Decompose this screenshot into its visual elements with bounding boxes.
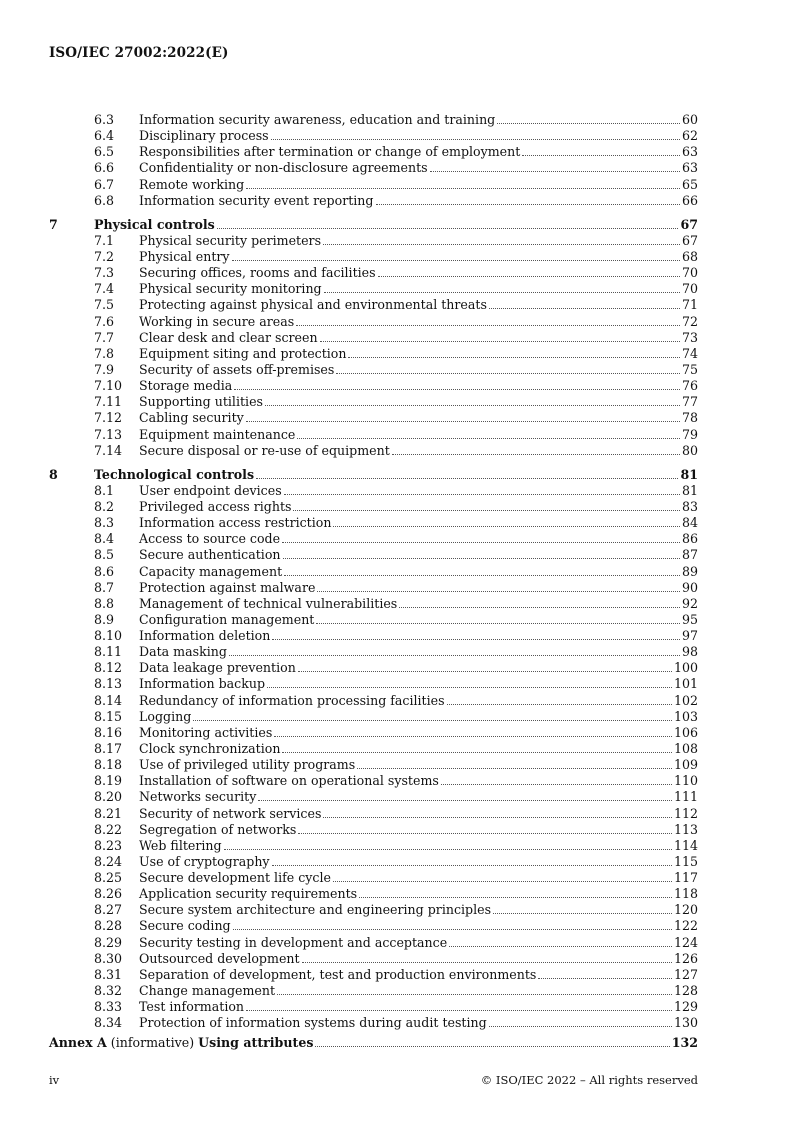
dot-leader: [246, 411, 680, 422]
toc-entry[interactable]: [0, 967, 793, 983]
toc-entry[interactable]: [0, 741, 793, 757]
page-footer: [49, 1073, 698, 1087]
toc-annex-entry[interactable]: [0, 1035, 793, 1051]
toc-entry-page: 106: [673, 724, 698, 740]
toc-entry-title: Information access restriction: [139, 515, 332, 531]
toc-entry[interactable]: [0, 951, 793, 967]
toc-entry-page: 72: [681, 313, 698, 329]
toc-entry-title: Responsibilities after termination or change of employment: [139, 144, 521, 160]
annex-label: Annex A: [49, 1035, 107, 1051]
dot-leader: [282, 742, 672, 753]
toc-entry[interactable]: [0, 628, 793, 644]
footer-page-number: iv: [49, 1073, 60, 1087]
dot-leader: [348, 347, 679, 358]
toc-entry-title: Disciplinary process: [139, 128, 269, 144]
toc-entry[interactable]: [0, 822, 793, 838]
dot-leader: [284, 565, 680, 576]
toc-entry-number: 8.27: [94, 902, 123, 918]
dot-leader: [497, 113, 680, 124]
dot-leader: [320, 331, 680, 342]
toc-entry-page: 128: [673, 982, 698, 998]
toc-entry-page: 83: [681, 499, 698, 514]
toc-entry-page: 109: [673, 757, 698, 773]
dot-leader: [317, 581, 680, 592]
toc-entry-number: 7: [49, 216, 58, 232]
toc-entry-number: 6.4: [94, 128, 115, 144]
toc-entry-page: 120: [673, 902, 698, 918]
toc-entry[interactable]: [0, 693, 793, 709]
toc-entry-page: 98: [681, 644, 698, 660]
dot-leader: [229, 645, 680, 656]
dot-leader: [357, 758, 672, 769]
toc-entry[interactable]: [0, 177, 793, 193]
dot-leader: [333, 516, 680, 527]
toc-entry-number: 8.10: [94, 628, 123, 643]
toc-entry-page: 76: [681, 378, 698, 394]
dot-leader: [399, 597, 680, 608]
dot-leader: [316, 613, 680, 624]
toc-entry[interactable]: [0, 193, 793, 209]
toc-entry[interactable]: [0, 547, 793, 563]
toc-entry-title: Outsourced development: [139, 950, 300, 966]
toc-entry-title: Web filtering: [139, 837, 222, 853]
toc-entry-number: 6.8: [94, 192, 115, 208]
toc-entry-title: Physical security monitoring: [139, 281, 322, 297]
toc-entry-title: Security of assets off-premises: [139, 361, 335, 377]
toc-entry-page: 108: [673, 740, 698, 756]
toc-entry-number: 6.5: [94, 144, 115, 160]
toc-entry-title: Secure authentication: [139, 547, 281, 563]
dot-leader: [522, 145, 680, 156]
toc-entry-page: 71: [681, 297, 698, 313]
toc-entry-page: 124: [673, 934, 698, 950]
toc-entry[interactable]: [0, 499, 793, 515]
dot-leader: [246, 178, 680, 189]
toc-entry-number: 8.13: [94, 676, 123, 692]
toc-entry-title: Change management: [139, 982, 276, 998]
dot-leader: [430, 161, 680, 172]
dot-leader: [298, 823, 672, 834]
toc-entry-title: Logging: [139, 708, 192, 724]
toc-entry-title: Physical controls: [94, 216, 215, 232]
annex-title: Using attributes: [198, 1035, 314, 1051]
toc-entry-title: Confidentiality or non-disclosure agreements: [139, 160, 428, 176]
toc-entry[interactable]: [0, 935, 793, 951]
toc-entry-page: 127: [673, 966, 698, 982]
dot-leader: [359, 887, 672, 898]
toc-entry[interactable]: [0, 709, 793, 725]
toc-entry-title: User endpoint devices: [139, 482, 282, 498]
toc-entry-title: Access to source code: [139, 531, 281, 547]
dot-leader: [447, 694, 672, 705]
toc-entry-page: 84: [681, 515, 698, 531]
toc-entry-page: 90: [681, 579, 698, 595]
toc-entry-number: 8.2: [94, 499, 115, 514]
toc-entry-number: 8.17: [94, 740, 123, 756]
toc-entry-page: 87: [681, 547, 698, 563]
dot-leader: [233, 919, 672, 930]
toc-entry-title: Information deletion: [139, 628, 271, 643]
dot-leader: [256, 468, 678, 479]
toc-entry-page: 118: [673, 886, 698, 902]
toc-entry-page: 68: [681, 249, 698, 264]
toc-entry-number: 7.13: [94, 426, 123, 442]
toc-entry-title: Physical security perimeters: [139, 232, 322, 248]
dot-leader: [272, 855, 672, 866]
toc-entry-number: 8.26: [94, 886, 123, 902]
toc-entry-title: Storage media: [139, 378, 233, 394]
toc-entry-number: 8.20: [94, 789, 123, 805]
toc-section-heading[interactable]: [0, 467, 793, 483]
toc-entry-number: 8.28: [94, 918, 123, 934]
toc-entry-title: Management of technical vulnerabilities: [139, 595, 398, 611]
toc-entry[interactable]: [0, 483, 793, 499]
toc-entry[interactable]: [0, 612, 793, 628]
toc-entry[interactable]: [0, 233, 793, 249]
toc-entry-page: 70: [681, 281, 698, 297]
toc-entry-title: Use of privileged utility programs: [139, 757, 356, 773]
toc-entry-page: 117: [673, 870, 698, 885]
toc-entry-title: Configuration management: [139, 611, 315, 627]
toc-entry-title: Equipment maintenance: [139, 426, 296, 442]
toc-entry[interactable]: [0, 854, 793, 870]
toc-entry-page: 130: [673, 1015, 698, 1031]
toc-entry[interactable]: [0, 297, 793, 313]
toc-entry-number: 7.3: [94, 265, 115, 281]
toc-entry-page: 80: [681, 442, 698, 458]
toc-entry-title: Supporting utilities: [139, 394, 263, 410]
toc-entry[interactable]: [0, 918, 793, 934]
toc-entry-page: 67: [681, 232, 698, 248]
toc-entry-title: Clock synchronization: [139, 740, 281, 756]
toc-entry-number: 8.15: [94, 708, 123, 724]
toc-entry-page: 100: [673, 660, 698, 676]
toc-entry[interactable]: [0, 160, 793, 176]
toc-entry-title: Secure disposal or re-use of equipment: [139, 442, 390, 458]
toc-entry-number: 6.3: [94, 112, 115, 127]
dot-leader: [493, 903, 672, 914]
toc-entry-title: Information security awareness, education and training: [139, 112, 496, 127]
toc-entry-number: 8.1: [94, 482, 115, 498]
toc-entry[interactable]: [0, 515, 793, 531]
dot-leader: [333, 871, 672, 882]
dot-leader: [193, 710, 672, 721]
toc-entry-number: 8.34: [94, 1015, 123, 1031]
dot-leader: [217, 218, 679, 229]
toc-entry-page: 95: [681, 611, 698, 627]
toc-entry-number: 8.32: [94, 982, 123, 998]
toc-entry-title: Remote working: [139, 176, 245, 192]
toc-entry-title: Secure development life cycle: [139, 870, 331, 885]
toc-entry-number: 7.11: [94, 394, 123, 410]
toc-entry[interactable]: [0, 265, 793, 281]
toc-entry-number: 8.7: [94, 579, 115, 595]
toc-entry-number: 8.29: [94, 934, 123, 950]
toc-entry-number: 7.2: [94, 249, 115, 264]
dot-leader: [441, 774, 672, 785]
dot-leader: [265, 395, 680, 406]
toc-entry-number: 8.31: [94, 966, 123, 982]
toc-section-heading[interactable]: [0, 217, 793, 233]
toc-entry[interactable]: [0, 346, 793, 362]
dot-leader: [297, 428, 680, 439]
toc-entry-page: 102: [673, 692, 698, 708]
dot-leader: [324, 282, 680, 293]
toc-entry-number: 6.6: [94, 160, 115, 176]
toc-entry[interactable]: [0, 443, 793, 459]
dot-leader: [284, 484, 680, 495]
toc-entry-title: Data masking: [139, 644, 227, 660]
toc-entry-page: 81: [680, 466, 698, 482]
toc-entry-title: Protection against malware: [139, 579, 316, 595]
toc-entry[interactable]: [0, 531, 793, 547]
toc-entry[interactable]: [0, 1015, 793, 1031]
document-header: ISO/IEC 27002:2022(E): [49, 45, 229, 61]
toc-entry[interactable]: [0, 983, 793, 999]
dot-leader: [234, 379, 680, 390]
toc-entry-number: 8.22: [94, 821, 123, 837]
toc-entry-number: 8.3: [94, 515, 115, 531]
toc-entry-page: 66: [681, 192, 698, 208]
toc-entry-page: 103: [673, 708, 698, 724]
annex-note: (informative): [110, 1035, 195, 1051]
toc-entry[interactable]: [0, 806, 793, 822]
toc-entry-number: 8.6: [94, 563, 115, 579]
toc-entry-number: 7.1: [94, 232, 115, 248]
toc-entry-number: 8.16: [94, 724, 123, 740]
toc-entry-number: 8.30: [94, 950, 123, 966]
dot-leader: [272, 629, 680, 640]
toc-entry-title: Installation of software on operational systems: [139, 773, 439, 789]
toc-entry-title: Security of network services: [139, 805, 322, 821]
dot-leader: [323, 807, 672, 818]
toc-entry-title: Privileged access rights: [139, 499, 292, 514]
toc-entry-page: 112: [673, 805, 698, 821]
dot-leader: [282, 532, 680, 543]
toc-entry-title: Securing offices, rooms and facilities: [139, 265, 376, 281]
toc-entry-number: 8.5: [94, 547, 115, 563]
footer-copyright: © ISO/IEC 2022 – All rights reserved: [480, 1073, 698, 1087]
toc-entry[interactable]: [0, 564, 793, 580]
toc-entry-title: Test information: [139, 999, 245, 1014]
toc-entry[interactable]: [0, 330, 793, 346]
toc-entry-page: 67: [680, 216, 698, 232]
toc-entry-number: 7.8: [94, 345, 115, 361]
dot-leader: [232, 250, 680, 261]
toc-entry-title: Information security event reporting: [139, 192, 374, 208]
toc-entry-number: 7.10: [94, 378, 123, 394]
toc-entry-number: 8.8: [94, 595, 115, 611]
dot-leader: [489, 1016, 672, 1027]
dot-leader: [258, 790, 672, 801]
toc-entry-page: 60: [681, 112, 698, 127]
toc-entry[interactable]: [0, 281, 793, 297]
toc-entry-page: 122: [673, 918, 698, 934]
toc-entry[interactable]: [0, 660, 793, 676]
toc-entry-number: 7.14: [94, 442, 123, 458]
toc-entry[interactable]: [0, 870, 793, 886]
toc-entry-page: 111: [673, 789, 698, 805]
toc-entry-number: 8.14: [94, 692, 123, 708]
dot-leader: [293, 500, 680, 511]
toc-entry-number: 8.9: [94, 611, 115, 627]
toc-entry[interactable]: [0, 773, 793, 789]
toc-entry-title: Information backup: [139, 676, 266, 692]
dot-leader: [302, 952, 672, 963]
dot-leader: [449, 936, 672, 947]
toc-entry-page: 62: [681, 128, 698, 144]
toc-entry-page: 126: [673, 950, 698, 966]
toc-entry-page: 63: [681, 160, 698, 176]
toc-entry-number: 8.4: [94, 531, 115, 547]
toc-entry-title: Secure system architecture and engineering principles: [139, 902, 492, 918]
toc-entry[interactable]: [0, 128, 793, 144]
dot-leader: [315, 1036, 669, 1047]
toc-entry-title: Networks security: [139, 789, 257, 805]
toc-entry-page: 65: [681, 176, 698, 192]
toc-entry[interactable]: [0, 902, 793, 918]
toc-entry[interactable]: [0, 757, 793, 773]
toc-entry-number: 8.19: [94, 773, 123, 789]
toc-entry-title: Working in secure areas: [139, 313, 295, 329]
toc-entry-page: 74: [681, 345, 698, 361]
toc-entry-page: 97: [681, 628, 698, 643]
toc-entry-title: Protection of information systems during audit testing: [139, 1015, 487, 1031]
annex-page: 132: [671, 1035, 698, 1051]
toc-entry-page: 77: [681, 394, 698, 410]
toc-entry-page: 73: [681, 329, 698, 345]
toc-entry-number: 7.6: [94, 313, 115, 329]
toc-entry[interactable]: [0, 394, 793, 410]
toc-entry-page: 81: [681, 482, 698, 498]
toc-entry-number: 8: [49, 466, 58, 482]
dot-leader: [246, 1000, 672, 1011]
dot-leader: [392, 444, 680, 455]
toc-entry-number: 7.12: [94, 410, 123, 426]
toc-entry[interactable]: [0, 725, 793, 741]
dot-leader: [224, 839, 672, 850]
toc-entry[interactable]: [0, 378, 793, 394]
toc-entry-title: Security testing in development and acceptance: [139, 934, 448, 950]
dot-leader: [296, 315, 680, 326]
toc-entry-page: 86: [681, 531, 698, 547]
toc-entry-number: 7.4: [94, 281, 115, 297]
toc-entry-title: Use of cryptography: [139, 853, 270, 869]
toc-entry[interactable]: [0, 362, 793, 378]
toc-entry-title: Application security requirements: [139, 886, 358, 902]
toc-entry[interactable]: [0, 112, 793, 128]
toc-entry-title: Technological controls: [94, 466, 255, 482]
toc-entry[interactable]: [0, 410, 793, 426]
toc-entry-page: 75: [681, 361, 698, 377]
toc-entry[interactable]: [0, 314, 793, 330]
toc-entry[interactable]: [0, 789, 793, 805]
toc-entry-title: Physical entry: [139, 249, 230, 264]
toc-entry[interactable]: [0, 644, 793, 660]
toc-entry-page: 113: [673, 821, 698, 837]
toc-entry-title: Equipment siting and protection: [139, 345, 347, 361]
dot-leader: [336, 363, 680, 374]
toc-entry-number: 8.25: [94, 870, 123, 885]
toc-entry-page: 129: [673, 999, 698, 1014]
toc-entry-page: 79: [681, 426, 698, 442]
toc-entry-number: 8.18: [94, 757, 123, 773]
toc-entry-page: 115: [673, 853, 698, 869]
toc-entry-number: 6.7: [94, 176, 115, 192]
toc-entry-number: 8.33: [94, 999, 123, 1014]
toc-entry-number: 8.23: [94, 837, 123, 853]
toc-entry-title: Redundancy of information processing facilities: [139, 692, 445, 708]
toc-entry-number: 7.5: [94, 297, 115, 313]
dot-leader: [538, 968, 672, 979]
toc-entry-title: Separation of development, test and production environments: [139, 966, 537, 982]
toc-entry-page: 89: [681, 563, 698, 579]
dot-leader: [274, 726, 672, 737]
toc-entry-number: 8.21: [94, 805, 123, 821]
toc-entry-page: 101: [673, 676, 698, 692]
toc-entry-number: 7.9: [94, 361, 115, 377]
dot-leader: [323, 234, 680, 245]
toc-entry-number: 8.11: [94, 644, 123, 660]
toc-entry-title: Cabling security: [139, 410, 244, 426]
toc-entry-number: 8.12: [94, 660, 123, 676]
toc-entry[interactable]: [0, 838, 793, 854]
toc-entry-title: Secure coding: [139, 918, 231, 934]
toc-entry-title: Capacity management: [139, 563, 283, 579]
dot-leader: [376, 194, 680, 205]
dot-leader: [378, 266, 680, 277]
dot-leader: [267, 677, 672, 688]
toc-entry-title: Clear desk and clear screen: [139, 329, 318, 345]
toc-entry-title: Monitoring activities: [139, 724, 273, 740]
toc-entry-title: Segregation of networks: [139, 821, 297, 837]
toc-entry-page: 92: [681, 595, 698, 611]
toc-entry-number: 8.24: [94, 853, 123, 869]
dot-leader: [277, 984, 672, 995]
dot-leader: [489, 298, 680, 309]
dot-leader: [271, 129, 680, 140]
toc-entry-page: 63: [681, 144, 698, 160]
toc-entry-page: 114: [673, 837, 698, 853]
toc-entry[interactable]: [0, 580, 793, 596]
toc-entry-page: 78: [681, 410, 698, 426]
toc-entry[interactable]: [0, 886, 793, 902]
toc-entry[interactable]: [0, 676, 793, 692]
toc-entry-title: Protecting against physical and environmental threats: [139, 297, 487, 313]
toc-entry-page: 110: [673, 773, 698, 789]
toc-entry[interactable]: [0, 427, 793, 443]
toc-entry[interactable]: [0, 144, 793, 160]
dot-leader: [283, 548, 680, 559]
toc-entry-number: 7.7: [94, 329, 115, 345]
dot-leader: [298, 661, 672, 672]
toc-entry-title: Data leakage prevention: [139, 660, 296, 676]
toc-entry-page: 70: [681, 265, 698, 281]
toc-entry[interactable]: [0, 249, 793, 265]
toc-entry[interactable]: [0, 999, 793, 1015]
toc-entry[interactable]: [0, 596, 793, 612]
